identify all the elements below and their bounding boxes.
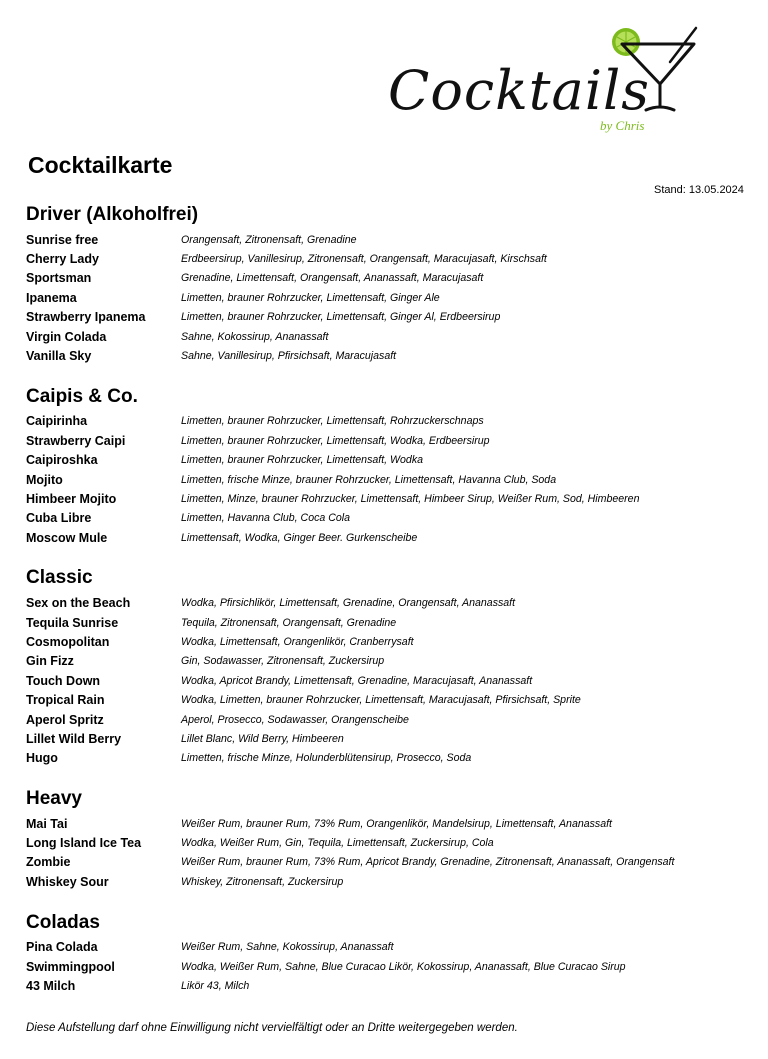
- drink-ingredients: Limetten, frische Minze, Holunderblütensirup, Prosecco, Soda: [181, 752, 472, 765]
- menu-item: [26, 749, 756, 768]
- drink-name: Cosmopolitan: [26, 634, 110, 649]
- drink-ingredients: Lillet Blanc, Wild Berry, Himbeeren: [181, 732, 344, 745]
- drink-name: Swimmingpool: [26, 959, 115, 974]
- section-caipis: [26, 382, 756, 548]
- drink-name: Vanilla Sky: [26, 349, 92, 364]
- drink-name: Hugo: [26, 751, 58, 766]
- copyright-notice: Diese Aufstellung darf ohne Einwilligung nicht vervielfältigt oder an Dritte weitergegeben werden.: [26, 1022, 518, 1034]
- drink-ingredients: Likör 43, Milch: [181, 980, 250, 993]
- menu-item: [26, 671, 756, 690]
- drink-ingredients: Wodka, Limettensaft, Orangenlikör, Cranberrysaft: [181, 635, 414, 648]
- drink-ingredients: Erdbeersirup, Vanillesirup, Zitronensaft, Orangensaft, Maracujasaft, Kirschsaft: [181, 253, 547, 266]
- drink-ingredients: Wodka, Weißer Rum, Sahne, Blue Curacao Likör, Kokossirup, Ananassaft, Blue Curacao Sirup: [181, 960, 626, 973]
- section-title: Heavy: [26, 787, 82, 809]
- stand-date: Stand: 13.05.2024: [654, 184, 744, 196]
- drink-name: Gin Fizz: [26, 654, 74, 669]
- drink-name: Moscow Mule: [26, 530, 108, 545]
- section-coladas: [26, 908, 756, 996]
- drink-name: Pina Colada: [26, 940, 98, 955]
- logo-subtitle: by Chris: [600, 118, 645, 133]
- drink-ingredients: Limetten, brauner Rohrzucker, Limettensaft, Ginger Al, Erdbeersirup: [181, 311, 501, 324]
- drink-ingredients: Wodka, Apricot Brandy, Limettensaft, Grenadine, Maracujasaft, Ananassaft: [181, 674, 533, 687]
- menu-item: [26, 288, 756, 307]
- menu-item: [26, 412, 756, 431]
- menu-item: [26, 451, 756, 470]
- drink-name: Virgin Colada: [26, 329, 107, 344]
- drink-ingredients: Wodka, Pfirsichlikör, Limettensaft, Grenadine, Orangensaft, Ananassaft: [181, 597, 516, 610]
- drink-name: Mai Tai: [26, 816, 68, 831]
- drink-name: Lillet Wild Berry: [26, 731, 122, 746]
- drink-name: Strawberry Caipi: [26, 433, 126, 448]
- drink-name: Ipanema: [26, 290, 77, 305]
- menu-item: [26, 470, 756, 489]
- drink-ingredients: Grenadine, Limettensaft, Orangensaft, Ananassaft, Maracujasaft: [181, 272, 484, 285]
- menu-item: [26, 833, 756, 852]
- menu-item: [26, 230, 756, 249]
- drink-name: Himbeer Mojito: [26, 491, 117, 506]
- drink-ingredients: Gin, Sodawasser, Zitronensaft, Zuckersirup: [181, 655, 385, 668]
- menu-item: [26, 346, 756, 365]
- section-heavy: [26, 784, 756, 892]
- menu-item: [26, 269, 756, 288]
- section-title: Coladas: [26, 911, 100, 933]
- drink-name: Mojito: [26, 472, 63, 487]
- drink-name: Strawberry Ipanema: [26, 310, 146, 325]
- menu-item: [26, 814, 756, 833]
- menu-item: [26, 308, 756, 327]
- menu-item: [26, 528, 756, 547]
- menu-item: [26, 853, 756, 872]
- drink-ingredients: Limetten, Minze, brauner Rohrzucker, Limettensaft, Himbeer Sirup, Weißer Rum, Sod, Himbeeren: [181, 492, 640, 505]
- menu-item: [26, 509, 756, 528]
- drink-ingredients: Sahne, Kokossirup, Ananassaft: [181, 330, 329, 343]
- section-title: Driver (Alkoholfrei): [26, 204, 199, 225]
- drink-name: Cuba Libre: [26, 511, 92, 526]
- section-driver: [26, 200, 756, 366]
- menu-item: [26, 976, 756, 995]
- drink-name: Sex on the Beach: [26, 596, 131, 611]
- drink-name: 43 Milch: [26, 979, 76, 994]
- menu-item: [26, 593, 756, 612]
- drink-name: Whiskey Sour: [26, 874, 109, 889]
- page-title: Cocktailkarte: [28, 152, 173, 178]
- menu-item: [26, 249, 756, 268]
- drink-name: Sunrise free: [26, 232, 99, 247]
- drink-name: Touch Down: [26, 673, 101, 688]
- section-classic: [26, 563, 756, 768]
- menu-item: [26, 729, 756, 748]
- drink-ingredients: Orangensaft, Zitronensaft, Grenadine: [181, 233, 357, 246]
- drink-ingredients: Whiskey, Zitronensaft, Zuckersirup: [181, 875, 344, 888]
- drink-name: Cherry Lady: [26, 252, 99, 267]
- drink-name: Caipirinha: [26, 414, 88, 429]
- drink-ingredients: Limettensaft, Wodka, Ginger Beer. Gurkenscheibe: [181, 531, 418, 544]
- menu-item: [26, 872, 756, 891]
- drink-name: Long Island Ice Tea: [26, 836, 142, 851]
- drink-name: Aperol Spritz: [26, 712, 104, 727]
- drink-ingredients: Sahne, Vanillesirup, Pfirsichsaft, Maracujasaft: [181, 350, 397, 363]
- section-title: Caipis & Co.: [26, 385, 138, 407]
- section-title: Classic: [26, 567, 93, 589]
- drink-ingredients: Weißer Rum, brauner Rum, 73% Rum, Apricot Brandy, Grenadine, Zitronensaft, Ananassaft, Orangensaft: [181, 856, 675, 869]
- drink-name: Tropical Rain: [26, 693, 105, 708]
- drink-ingredients: Weißer Rum, Sahne, Kokossirup, Ananassaft: [181, 941, 394, 954]
- brand-logo: [386, 22, 706, 140]
- drink-ingredients: Wodka, Weißer Rum, Gin, Tequila, Limettensaft, Zuckersirup, Cola: [181, 837, 494, 850]
- drink-ingredients: Limetten, brauner Rohrzucker, Limettensaft, Ginger Ale: [181, 291, 440, 304]
- menu-item: [26, 632, 756, 651]
- drink-ingredients: Limetten, Havanna Club, Coca Cola: [181, 512, 351, 525]
- logo-wordmark: Cocktails: [388, 59, 650, 122]
- menu-item: [26, 489, 756, 508]
- drink-ingredients: Limetten, brauner Rohrzucker, Limettensaft, Wodka: [181, 454, 424, 467]
- drink-ingredients: Wodka, Limetten, brauner Rohrzucker, Limettensaft, Maracujasaft, Pfirsichsaft, Sprite: [181, 694, 581, 707]
- menu-item: [26, 710, 756, 729]
- drink-ingredients: Limetten, brauner Rohrzucker, Limettensaft, Wodka, Erdbeersirup: [181, 434, 490, 447]
- drink-ingredients: Limetten, brauner Rohrzucker, Limettensaft, Rohrzuckerschnaps: [181, 415, 484, 428]
- drink-ingredients: Weißer Rum, brauner Rum, 73% Rum, Orangenlikör, Mandelsirup, Limettensaft, Ananassaft: [181, 817, 613, 830]
- drink-name: Caipiroshka: [26, 453, 98, 468]
- drink-ingredients: Limetten, frische Minze, brauner Rohrzucker, Limettensaft, Havanna Club, Soda: [181, 473, 557, 486]
- drink-ingredients: Aperol, Prosecco, Sodawasser, Orangenscheibe: [181, 713, 409, 726]
- menu-item: [26, 613, 756, 632]
- drink-ingredients: Tequila, Zitronensaft, Orangensaft, Grenadine: [181, 616, 397, 629]
- menu-item: [26, 938, 756, 957]
- drink-name: Tequila Sunrise: [26, 615, 119, 630]
- drink-name: Sportsman: [26, 271, 92, 286]
- menu-item: [26, 652, 756, 671]
- menu-item: [26, 327, 756, 346]
- menu-sections: [26, 200, 756, 1012]
- menu-item: [26, 431, 756, 450]
- drink-name: Zombie: [26, 855, 71, 870]
- menu-item: [26, 957, 756, 976]
- menu-item: [26, 690, 756, 709]
